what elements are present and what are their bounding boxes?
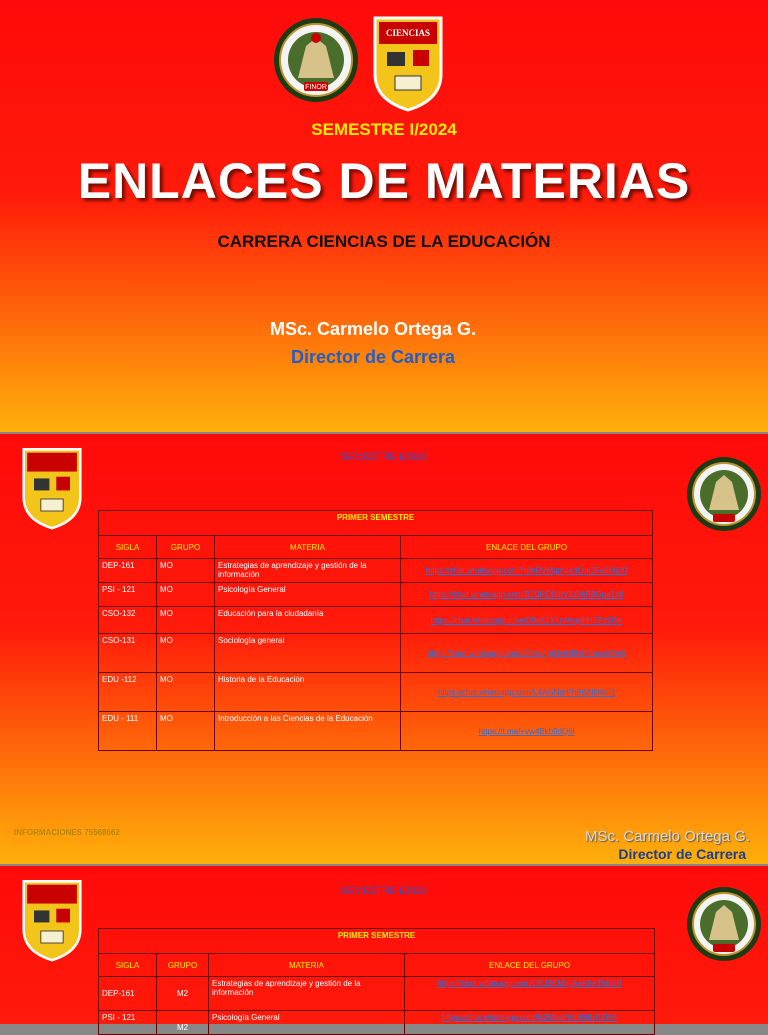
group-link[interactable]: https://chat.whatsapp.com/H8hRVMgmp4nLhk2Fa6MoXf xyxy=(401,559,653,583)
materia-cell: Introducción a las Ciencias de la Educación xyxy=(215,712,401,751)
table-title: PRIMER SEMESTRE xyxy=(99,511,653,536)
grupo-cell: M2 xyxy=(157,977,209,1011)
info-phone: INFORMACIONES 75568662 xyxy=(14,828,120,837)
materia-cell: Psicología General xyxy=(209,1011,405,1035)
grupo-cell: MO xyxy=(157,673,215,712)
subjects-table xyxy=(98,928,655,1035)
sigla-cell: CSO-131 xyxy=(99,634,157,673)
grupo-cell: MO xyxy=(157,607,215,634)
director-name: MSc. Carmelo Ortega G. xyxy=(269,319,477,339)
table-row xyxy=(99,977,655,1011)
finor-center-text: FINOR xyxy=(305,84,327,91)
materia-cell: Sociología general xyxy=(215,634,401,673)
materia-cell: Historia de la Educación xyxy=(215,673,401,712)
subjects-table xyxy=(98,510,653,751)
sigla-cell: EDU -112 xyxy=(99,673,157,712)
group-link[interactable]: https://chat.whatsapp.com/D9vK1Y1nNwg8fHEPz5t9k xyxy=(401,607,653,634)
grupo-cell: MO xyxy=(157,559,215,583)
table-row xyxy=(99,583,653,607)
group-link[interactable]: https://chat.whatsapp.com/L4AGNdrPhB6iNk6kn3 xyxy=(401,673,653,712)
logo-row xyxy=(0,8,768,116)
group-link[interactable]: https://t.me/+vw4Bkb9dQ6l xyxy=(401,712,653,751)
table-row xyxy=(99,673,653,712)
group-link[interactable]: https://chat.whatsapp.com/BZ0RCBdtV3z9kR6Gpa1x8 xyxy=(401,583,653,607)
sigla-cell: EDU - 111 xyxy=(99,712,157,751)
director-name: MSc. Carmelo Ortega G. xyxy=(584,828,750,845)
column-header-enlace: ENLACE DEL GRUPO xyxy=(405,954,655,977)
grupo-cell: MO xyxy=(157,712,215,751)
column-header-grupo: GRUPO xyxy=(157,536,215,559)
materia-cell: Psicología General xyxy=(215,583,401,607)
sigla-cell: DEP-161 xyxy=(99,559,157,583)
ciencias-logo-title: CIENCIAS xyxy=(385,28,431,38)
materia-cell: Estrategias de aprendizaje y gestión de la información xyxy=(209,977,405,1011)
title-slide xyxy=(0,0,768,432)
semester-label: SEMESTRE I/2024 xyxy=(311,120,457,139)
group-link[interactable]: https://chat.whatsapp.com/C5Vd4p8JwHf8vb6mcsW4v9 xyxy=(401,634,653,673)
column-header-enlace: ENLACE DEL GRUPO xyxy=(401,536,653,559)
sigla-cell: PSI - 121 xyxy=(99,1011,157,1035)
grupo-cell: MO xyxy=(157,583,215,607)
table-row xyxy=(99,1011,655,1035)
ciencias-shield-icon xyxy=(373,12,443,112)
director-role: Director de Carrera xyxy=(290,347,456,367)
group-link[interactable]: https://chat.whatsapp.com/DEJ2KMhyAeKheTh6GB xyxy=(405,977,655,1011)
sigla-cell: PSI - 121 xyxy=(99,583,157,607)
table-title: PRIMER SEMESTRE xyxy=(99,929,655,954)
materia-cell: Educación para la ciudadanía xyxy=(215,607,401,634)
materia-cell: Estrategias de aprendizaje y gestión de la información xyxy=(215,559,401,583)
semester-label: SEMESTRE I/2024 xyxy=(341,886,427,897)
links-slide-m2 xyxy=(0,866,768,1032)
table-row xyxy=(99,712,653,751)
column-header-grupo: GRUPO xyxy=(157,954,209,977)
group-link[interactable]: https://chat.whatsapp.com/N2MesPkhBNBrFZRH xyxy=(405,1011,655,1035)
semester-label: SEMESTRE I/2024 xyxy=(341,452,427,463)
sigla-cell: CSO-132 xyxy=(99,607,157,634)
column-header-sigla: SIGLA xyxy=(99,536,157,559)
column-header-materia: MATERIA xyxy=(215,536,401,559)
table-row xyxy=(99,607,653,634)
links-slide-mo xyxy=(0,434,768,864)
page-title: ENLACES DE MATERIAS xyxy=(77,153,691,209)
career-name: CARRERA CIENCIAS DE LA EDUCACIÓN xyxy=(217,232,551,251)
table-row xyxy=(99,559,653,583)
column-header-sigla: SIGLA xyxy=(99,954,157,977)
sigla-cell: DEP-161 xyxy=(99,977,157,1011)
table-row xyxy=(99,634,653,673)
column-header-materia: MATERIA xyxy=(209,954,405,977)
grupo-cell: MO xyxy=(157,634,215,673)
grupo-cell: M2 xyxy=(157,1011,209,1035)
director-role: Director de Carrera xyxy=(618,846,746,862)
